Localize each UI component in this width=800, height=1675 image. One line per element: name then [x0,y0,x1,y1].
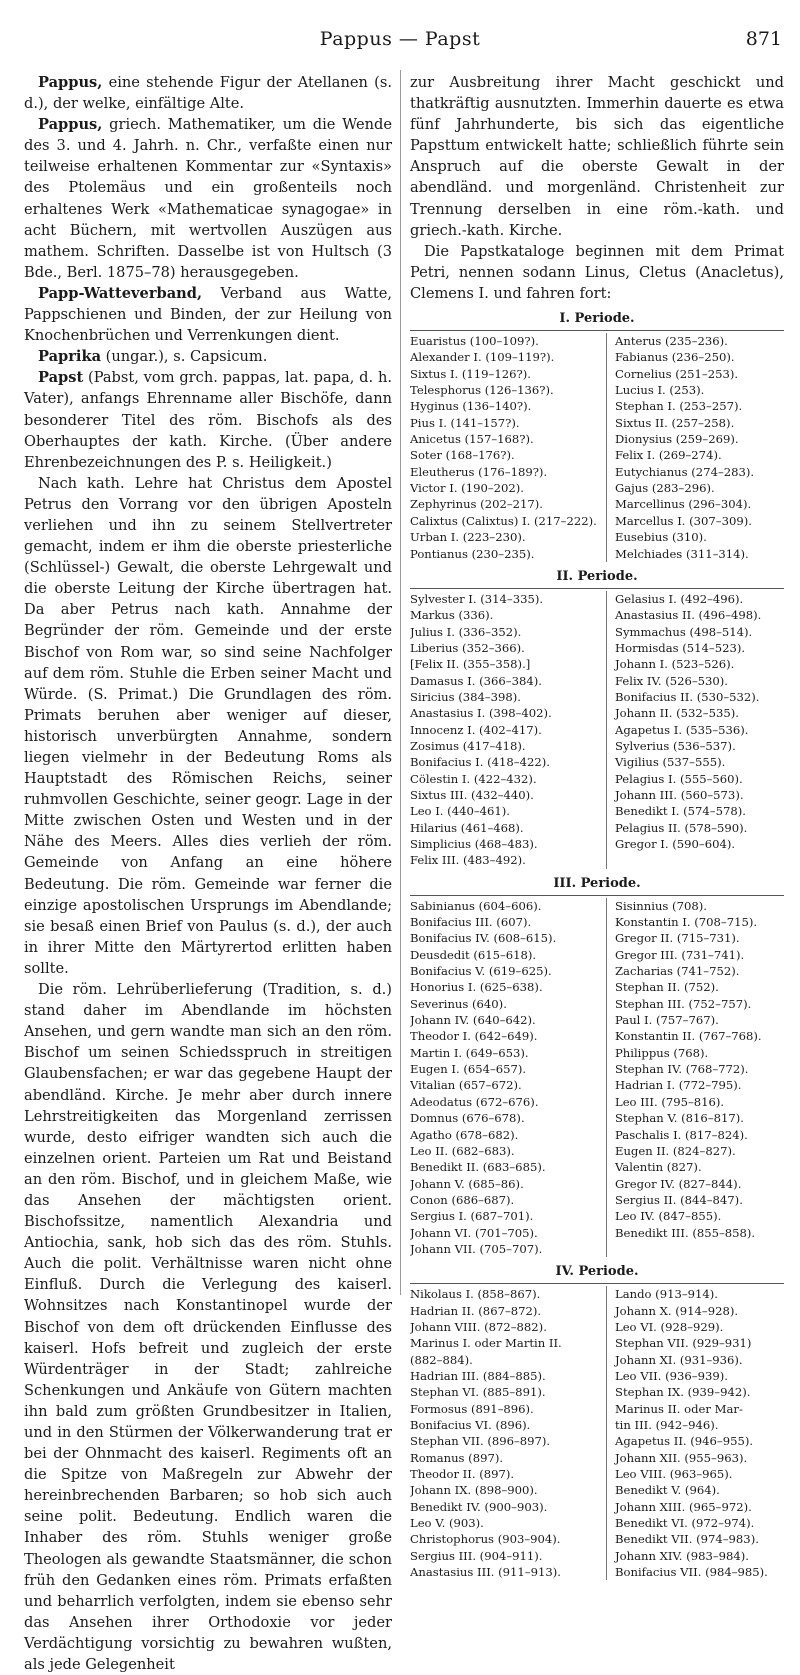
entry-text: (Pabst, vom grch. pappas, lat. papa, d. h. Vater), anfangs Ehrenname aller Bischöfe, dann besonderer Titel des röm. Bischofs als des Oberhauptes der kath. Kirche. (Über andere Ehrenbezeichnungen des P. s. Heiligkeit.) [24,369,392,471]
pope-entry: Marcellinus (296–304). [606,496,784,512]
pope-entry: Sergius II. (844–847). [606,1192,784,1208]
pope-entry: Theodor I. (642–649). [410,1029,538,1044]
pope-entry: Formosus (891–896). [410,1401,534,1416]
pope-entry: Marinus II. oder Mar- [606,1401,784,1417]
pope-entry: Johann VIII. (872–882). [410,1319,547,1334]
entry-headword: Papp-Watteverband, [38,284,203,302]
entry-paragraph [24,283,392,346]
entry-text: Die röm. Lehrüberlieferung (Tradition, s. d.) stand daher im Abendlande im höchsten Ansehen, und gern wandte man sich an den röm. Bischof um seinen Schiedsspruch in streitigen Glaubensfachen; er war das gegebene Haupt der abendländ. Kirche. Je mehr aber durch innere Lehrstreitigkeiten das Morgenland zerrissen wurde, desto eifriger wandten sich auch die einzelnen orient. Parteien um Rat und Beistand an den röm. Bischof, und in gleichem Maße, wie das Ansehen der mächtigsten orient. Bischofssitze, namentlich Alexandria und Antiochia, sank, hob sich das des röm. Stuhls. Auch die polit. Verhältnisse waren nicht ohne Einfluß. Durch die Verlegung des kaiserl. Wohnsitzes nach Konstantinopel wurde der Bischof von dem oft drückenden Einflusse des kaiserl. Hofs befreit und zugleich der erste Würdenträger in der Stadt; zahlreiche Schenkungen und Ankäufe von Gütern machten ihn bald zum größten Grundbesitzer in Italien, und in den Stürmen der Völkerwanderung trat er bei der Ohnmacht des kaiserl. Regiments oft an die Spitze von Maßregeln zur Abwehr der hereinbrechenden Barbaren; so hob sich auch seine polit. Bedeutung. Endlich waren die Inhaber des röm. Stuhls weniger große Theologen als gewandte Staatsmänner, die schon früh den Gedanken eines röm. Primats erfaßten und beharrlich verfolgten, indem sie ebenso sehr das Ansehen ihrer Orthodoxie vor jeder Verdächtigung vorsichtig zu bewahren wußten, als jede Gelegenheit [24,981,392,1674]
pope-entry: Lando (913–914). [606,1286,784,1302]
pope-entry: Fabianus (236–250). [606,349,784,365]
pope-entry: Johann V. (685–86). [410,1176,524,1191]
pope-entry: Johann I. (523–526). [606,656,784,672]
pope-entry: Philippus (768). [606,1045,784,1061]
pope-entry: Marcellus I. (307–309). [606,513,784,529]
pope-entry: Conon (686–687). [410,1192,515,1207]
pope-entry: Soter (168–176?). [410,448,515,463]
pope-entry: Eleutherus (176–189?). [410,464,548,479]
pope-entry: Anastasius III. (911–913). [410,1565,561,1580]
pope-entry: Gregor II. (715–731). [606,930,784,946]
pope-entry: Sixtus III. (432–440). [410,787,534,802]
pope-entry: Vitalian (657–672). [410,1078,522,1093]
page-header [0,28,800,56]
pope-entry: Innocenz I. (402–417). [410,722,542,737]
pope-entry: Leo VII. (936–939). [606,1368,784,1384]
entry-paragraph [24,72,392,114]
entry-text: Verband aus Watte, Pappschienen und Binden, der zur Heilung von Knochenbrüchen und Verrenkungen dient. [24,284,392,345]
pope-entry: Leo III. (795–816). [606,1094,784,1110]
pope-entry: Bonifacius I. (418–422). [410,755,550,770]
pope-entry: Anicetus (157–168?). [410,432,534,447]
pope-entry: Pelagius I. (555–560). [606,771,784,787]
pope-entry: Pius I. (141–157?). [410,415,520,430]
pope-entry: Hormisdas (514–523). [606,640,784,656]
pope-entry: Simplicius (468–483). [410,837,538,851]
entry-text: eine stehende Figur der Atellanen (s. d.), der welke, einfältige Alte. [24,74,392,113]
right-column [410,72,784,1580]
pope-catalog [410,310,784,1580]
pope-entry: Dionysius (259–269). [606,431,784,447]
running-title: Pappus — Papst [319,28,481,50]
pope-entry: Damasus I. (366–384). [410,673,542,688]
pope-entry: Leo IV. (847–855). [606,1208,784,1224]
pope-entry: Agatho (678–682). [410,1127,519,1142]
entry-text: griech. Mathematiker, um die Wende des 3. und 4. Jahrh. n. Chr., verfaßte einen nur teilweise erhaltenen Kommentar zur «Syntaxis» des Ptolemäus und ein großenteils noch erhaltenes Werk «Mathematicae synagogae» in acht Büchern, mit wertvollen Auszügen aus mathem. Schriften. Dasselbe ist von Hultsch (3 Bde., Berl. 1875–78) herausgegeben. [24,116,392,281]
period-title: II. Periode. [556,568,638,584]
left-column [24,72,392,1675]
pope-entry: Telesphorus (126–136?). [410,383,554,398]
pope-entry: Valentin (827). [606,1159,784,1175]
pope-entry [606,852,784,868]
pope-entry: Stephan V. (816–817). [606,1110,784,1126]
pope-entry: Sixtus II. (257–258). [606,415,784,431]
pope-entry: Adeodatus (672–676). [410,1094,539,1109]
pope-entry: Domnus (676–678). [410,1111,525,1126]
intro-paragraph: zur Ausbreitung ihrer Macht geschickt und thatkräftig ausnutzten. Immerhin dauerte es etwa fünf Jahrhunderte, bis sich das eigentliche Papsttum entwickelt hatte; schließlich führte sein Anspruch auf die oberste Gewalt in der abendländ. und morgenländ. Christenheit zur Trennung derselben in eine röm.-kath. und griech.-kath. Kirche. [410,74,784,239]
entry-paragraph [24,367,392,472]
pope-entry: Johann II. (532–535). [606,705,784,721]
period-title: III. Periode. [553,875,641,891]
pope-entry: Christophorus (903–904). [410,1532,561,1547]
pope-entry: Bonifacius III. (607). [410,915,532,930]
pope-entry: Julius I. (336–352). [410,624,522,639]
entry-paragraph [24,114,392,283]
pope-entry: Hadrian III. (884–885). [410,1368,546,1383]
pope-entry: Sixtus I. (119–126?). [410,366,531,381]
period-title: IV. Periode. [555,1264,639,1280]
column-divider [400,70,401,1295]
pope-entry: Bonifacius II. (530–532). [606,689,784,705]
pope-entry: Gregor I. (590–604). [606,836,784,852]
entry-headword: Pappus, [38,74,103,91]
pope-entry: Eugen I. (654–657). [410,1062,527,1077]
pope-entry: Johann XIV. (983–984). [606,1548,784,1564]
pope-entry: Leo I. (440–461). [410,804,510,819]
pope-entry: Johann X. (914–928). [606,1303,784,1319]
pope-entry: Theodor II. (897). [410,1467,515,1482]
pope-entry: Hyginus (136–140?). [410,399,532,414]
pope-entry: Stephan III. (752–757). [606,996,784,1012]
pope-entry: Victor I. (190–202). [410,481,524,496]
pope-entry: Pelagius II. (578–590). [606,820,784,836]
pope-entry: Paschalis I. (817–824). [606,1127,784,1143]
pope-entry: Urban I. (223–230). [410,530,526,545]
period-rule [410,1283,784,1284]
pope-entry: Vigilius (537–555). [606,754,784,770]
intro-paragraph: Die Papstkataloge beginnen mit dem Primat Petri, nennen sodann Linus, Cletus (Anacletus), Clemens I. und fahren fort: [410,242,784,302]
pope-entry: Johann XI. (931–936). [606,1352,784,1368]
pope-entry: Benedikt III. (855–858). [606,1225,784,1241]
pope-entry: Benedikt II. (683–685). [410,1160,546,1175]
pope-entry: Markus (336). [410,608,494,623]
pope-entry: Zacharias (741–752). [606,963,784,979]
pope-entry: Agapetus I. (535–536). [606,722,784,738]
pope-entry: Melchiades (311–314). [606,546,784,562]
pope-entry: Sisinnius (708). [606,898,784,914]
pope-entry: Stephan I. (253–257). [606,398,784,414]
pope-entry: Stephan VII. (929–931) [606,1335,784,1351]
pope-entry: Felix I. (269–274). [606,447,784,463]
pope-entry: Gregor IV. (827–844). [606,1176,784,1192]
pope-entry: Sergius I. (687–701). [410,1209,534,1224]
pope-entry: Gelasius I. (492–496). [606,591,784,607]
pope-entry: Hilarius (461–468). [410,820,524,835]
pope-entry: Benedikt V. (964). [606,1482,784,1498]
pope-entry: Nikolaus I. (858–867). [410,1287,541,1302]
pope-entry: Johann VI. (701–705). [410,1225,538,1240]
pope-entry: Deusdedit (615–618). [410,947,537,962]
pope-entry: Agapetus II. (946–955). [606,1433,784,1449]
pope-entry: Siricius (384–398). [410,689,521,704]
pope-entry: Severinus (640). [410,996,507,1011]
entry-paragraph [24,346,392,367]
pope-entry: Liberius (352–366). [410,640,525,655]
pope-entry: Benedikt VI. (972–974). [606,1515,784,1531]
pope-entry: Bonifacius IV. (608–615). [410,931,557,946]
pope-entry: Johann III. (560–573). [606,787,784,803]
pope-entry: Sabinianus (604–606). [410,898,542,913]
pope-entry: Anterus (235–236). [606,333,784,349]
pope-entry: Johann VII. (705–707). [410,1241,543,1256]
pope-entry: Calixtus (Calixtus) I. (217–222). [410,513,597,528]
pope-entry [606,1241,784,1257]
entry-headword: Pappus, [38,116,103,134]
pope-entry: Benedikt I. (574–578). [606,803,784,819]
entry-paragraph [24,473,392,979]
pope-entry: Eusebius (310). [606,529,784,545]
pope-entry: Eugen II. (824–827). [606,1143,784,1159]
pope-entry: Bonifacius V. (619–625). [410,964,552,979]
pope-entry: Pontianus (230–235). [410,546,535,561]
pope-entry: Sylverius (536–537). [606,738,784,754]
pope-entry: Benedikt VII. (974–983). [606,1531,784,1547]
pope-entry: Martin I. (649–653). [410,1045,529,1060]
pope-entry: Stephan VII. (896–897). [410,1434,551,1449]
page-number: 871 [745,28,782,50]
pope-entry: Konstantin II. (767–768). [606,1028,784,1044]
pope-entry: Hadrian I. (772–795). [606,1077,784,1093]
pope-entry: Bonifacius VI. (896). [410,1418,531,1432]
pope-entry: Leo VI. (928–929). [606,1319,784,1335]
pope-entry: Johann XII. (955–963). [606,1450,784,1466]
pope-entry: Lucius I. (253). [606,382,784,398]
pope-entry: Gajus (283–296). [606,480,784,496]
pope-entry: Anastasius II. (496–498). [606,607,784,623]
pope-entry: Stephan IV. (768–772). [606,1061,784,1077]
pope-table [410,898,784,1258]
pope-entry: Bonifacius VII. (984–985). [606,1564,784,1580]
pope-entry: Stephan VI. (885–891). [410,1385,546,1400]
pope-entry: Honorius I. (625–638). [410,980,543,995]
pope-table [410,591,784,869]
entry-headword: Papst [38,369,84,387]
pope-entry: Eutychianus (274–283). [606,464,784,480]
pope-entry: Alexander I. (109–119?). [410,350,555,365]
pope-entry: Felix III. (483–492). [410,853,526,868]
pope-entry: Euaristus (100–109?). [410,334,539,349]
pope-entry: Benedikt IV. (900–903). [410,1499,548,1514]
pope-entry: Cornelius (251–253). [606,366,784,382]
pope-entry: Sergius III. (904–911). [410,1548,543,1563]
pope-table [410,1286,784,1580]
entry-headword: Paprika [38,348,102,366]
intro-text [410,72,784,304]
pope-table [410,333,784,562]
pope-entry: Johann IV. (640–642). [410,1013,536,1028]
pope-entry: Anastasius I. (398–402). [410,706,552,721]
pope-entry: Symmachus (498–514). [606,624,784,640]
pope-entry: Johann XIII. (965–972). [606,1499,784,1515]
pope-entry: tin III. (942–946). [606,1417,784,1433]
pope-entry: Leo V. (903). [410,1516,484,1531]
pope-entry: Konstantin I. (708–715). [606,914,784,930]
pope-entry: Zosimus (417–418). [410,738,526,753]
pope-entry: Stephan II. (752). [606,979,784,995]
pope-entry: (882–884). [410,1352,473,1367]
period-rule [410,330,784,331]
pope-entry: Marinus I. oder Martin II. [410,1336,562,1351]
period-rule [410,588,784,589]
pope-entry: Zephyrinus (202–217). [410,497,543,512]
pope-entry: Cölestin I. (422–432). [410,771,537,786]
period-title: I. Periode. [559,311,635,327]
entry-paragraph [24,979,392,1675]
pope-entry: Leo II. (682–683). [410,1143,515,1158]
entry-text: Nach kath. Lehre hat Christus dem Apostel Petrus den Vorrang vor den übrigen Aposteln verliehen und ihn zu seinem Stellvertreter gemacht, indem er ihm die oberste priesterliche (Schlüssel-) Gewalt, die oberste Lehrgewalt und die oberste Leitung der Kirche übertragen hat. Da aber Petrus nach kath. Annahme der Begründer der röm. Gemeinde und der erste Bischof von Rom war, so sind seine Nachfolger auf dem röm. Stuhle die Erben seiner Macht und Würde. (S. Primat.) Die Grundlagen des röm. Primats beruhen aber weniger auf dieser, historisch unverbürgten Annahme, sondern liegen vielmehr in der Bedeutung Roms als Hauptstadt des Römischen Reichs, seiner ruhmvollen Geschichte, seiner geogr. Lage in der Mitte zwischen Osten und Westen und in der Nähe des Meers. Alles dies verlieh der röm. Gemeinde von Anfang an eine höhere Bedeutung. Die röm. Gemeinde war ferner die einzige apostolischen Ursprungs im Abendlande; sie besaß einen Brief von Paulus (s. d.), der auch in ihrer Mitte den Märtyrertod erlitten haben sollte. [24,474,392,977]
pope-entry: Gregor III. (731–741). [606,947,784,963]
pope-entry: Stephan IX. (939–942). [606,1384,784,1400]
pope-entry: [Felix II. (355–358).] [410,657,531,672]
pope-entry: Johann IX. (898–900). [410,1483,538,1498]
pope-entry: Romanus (897). [410,1450,504,1465]
entry-text: (ungar.), s. Capsicum. [101,348,268,366]
pope-entry: Leo VIII. (963–965). [606,1466,784,1482]
pope-entry: Paul I. (757–767). [606,1012,784,1028]
pope-entry: Sylvester I. (314–335). [410,591,544,606]
pope-entry: Felix IV. (526–530). [606,673,784,689]
period-rule [410,895,784,896]
pope-entry: Hadrian II. (867–872). [410,1303,542,1318]
